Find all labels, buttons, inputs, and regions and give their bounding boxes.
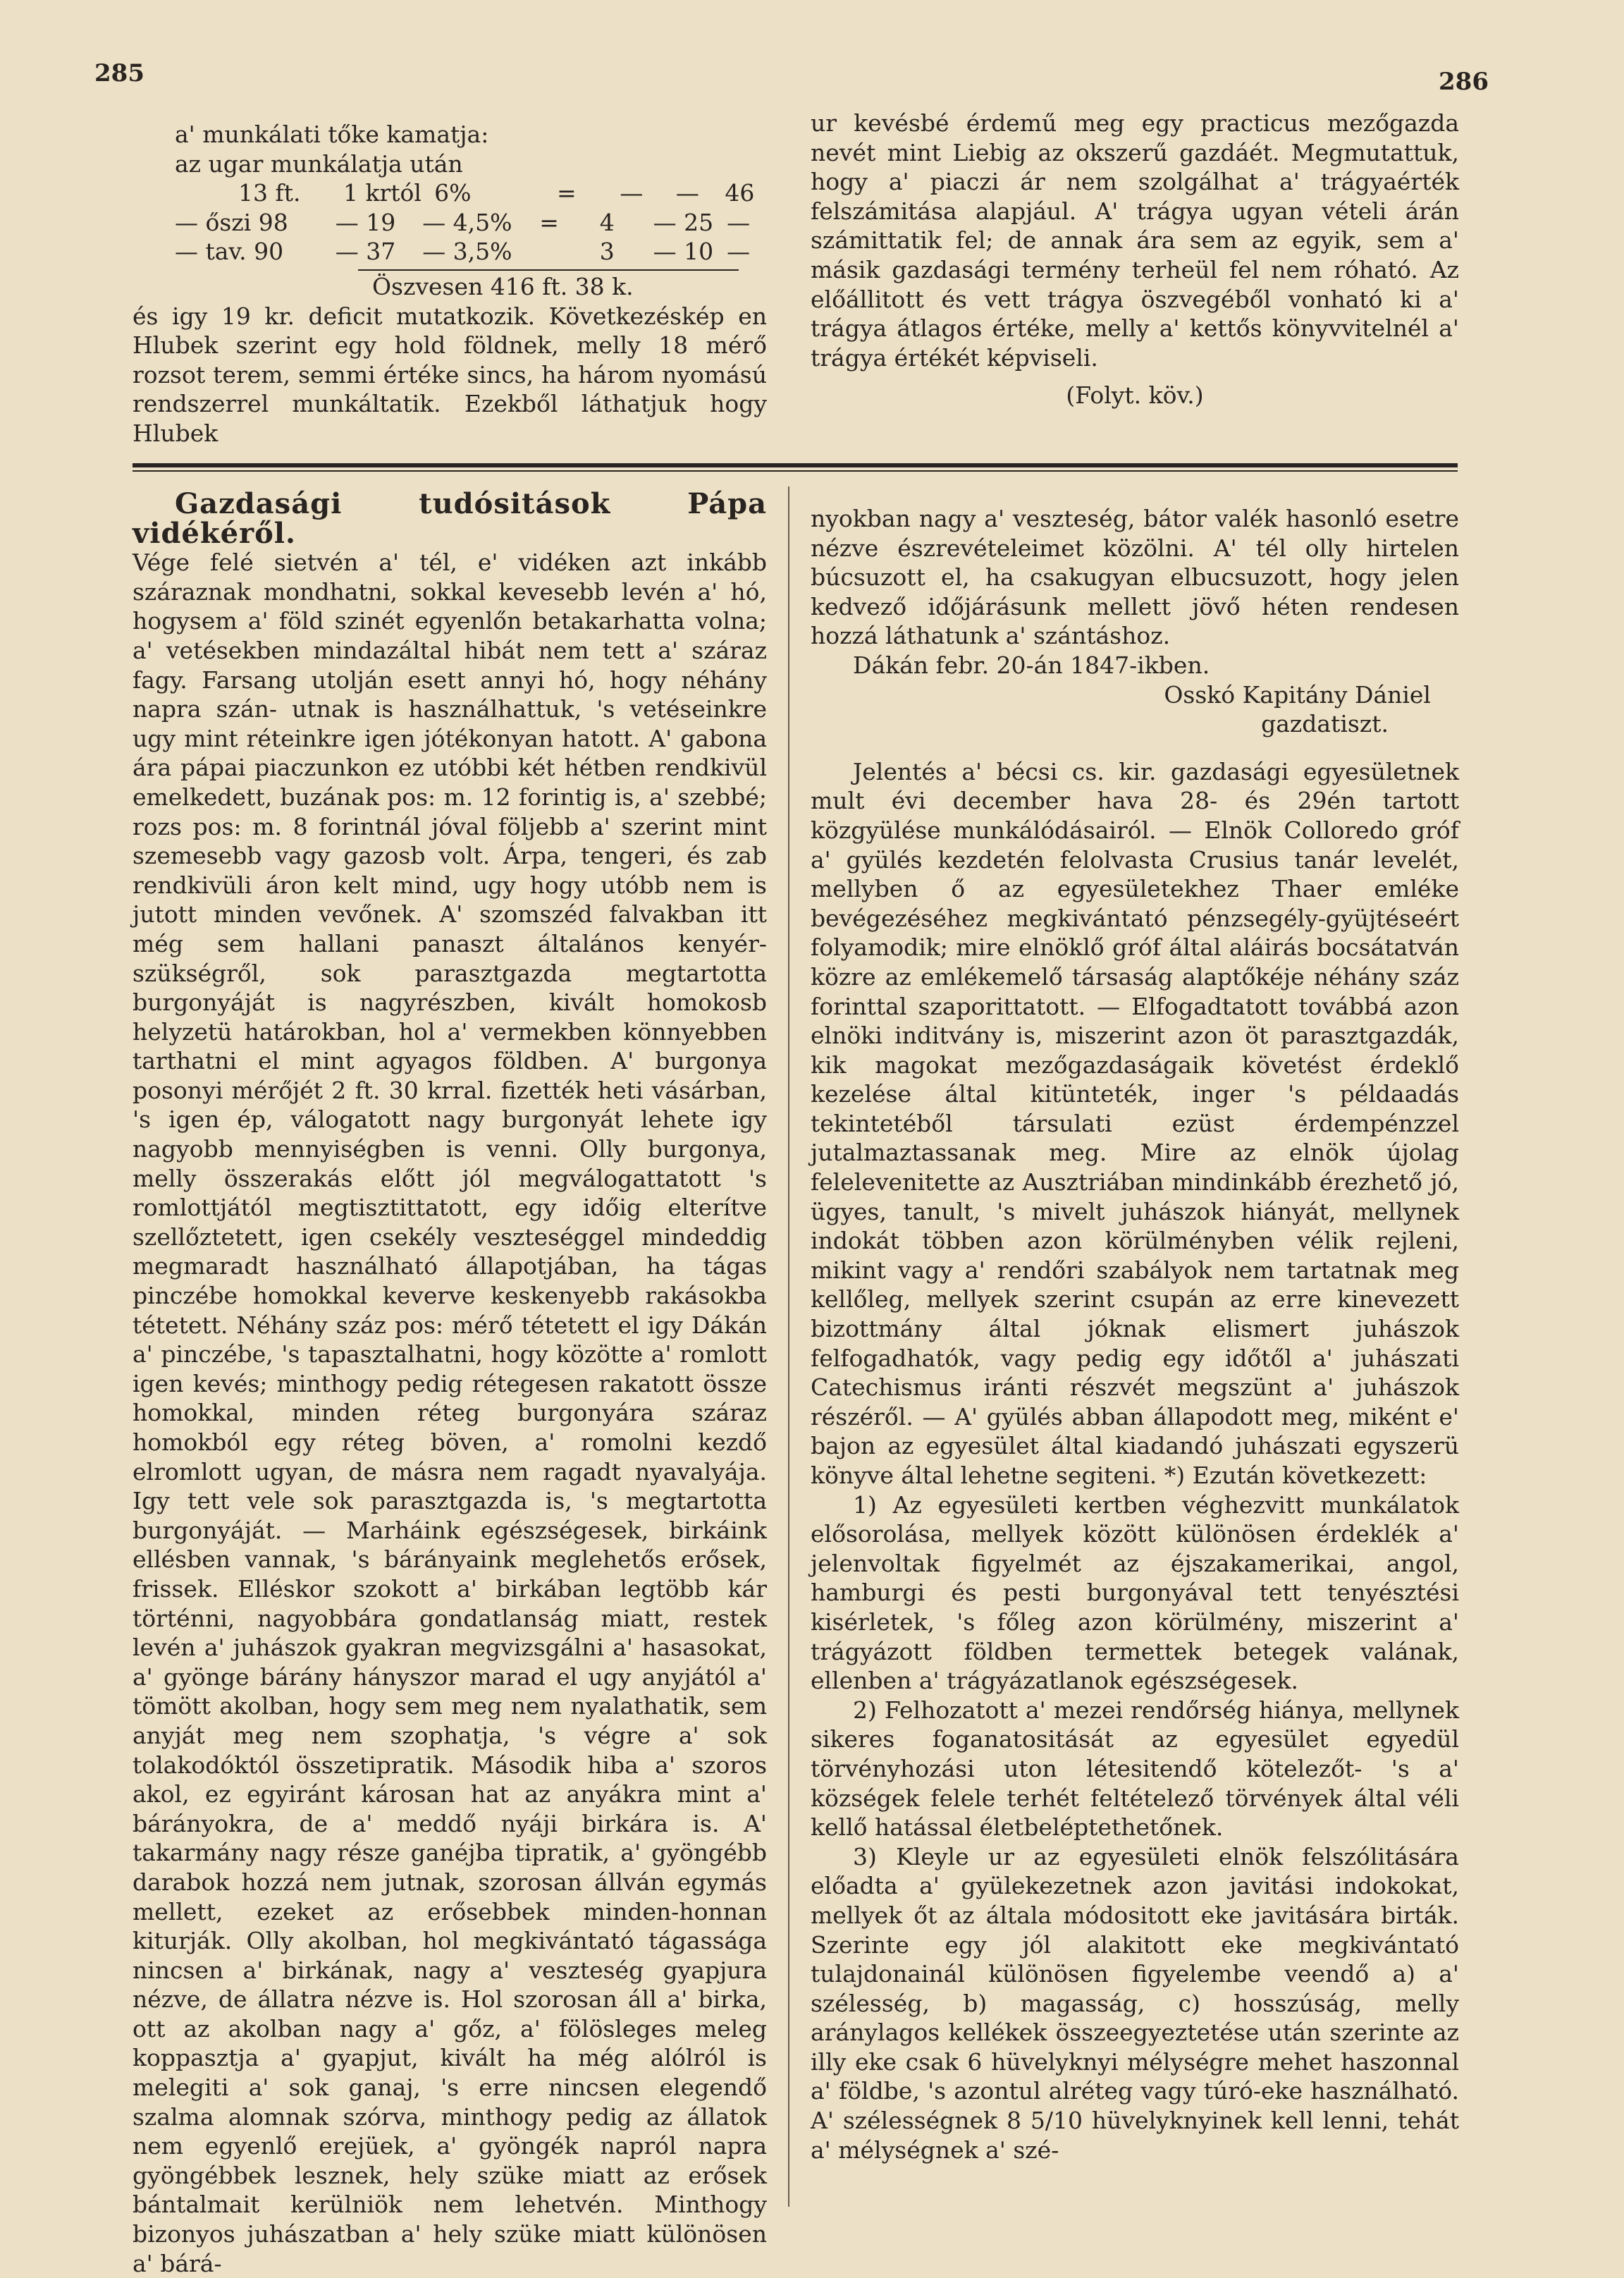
section-divider-thin [133,470,1458,472]
article-heading: Gazdasági tudósitások Pápa vidékéről. [133,487,767,550]
calc-cell: — tav. 90 [175,238,284,266]
calc-cell: — [727,238,751,266]
calc-cell: — 25 [653,208,714,236]
calc-cell: 13 ft. [238,179,301,207]
dateline: Dákán febr. 20-án 1847-ikben. [853,651,1210,679]
top-left-paragraph: és igy 19 kr. deficit mutatkozik. Következéskép en Hlubek szerint egy hold földnek, melly 18 mérő rozsot terem, semmi értéke sincs, ha három nyomású rendszerrel munkáltatik. Ezekből láthatjuk hogy Hlubek [133,302,767,447]
report-item-3: 3) Kleyle ur az egyesületi elnök felszólitására előadta a' gyülekezetnek azon javitási indokokat, mellyek őt az általa módositott eke javitására birták. Szerinte egy jól alakitott eke megkivántató tulajdonainál különösen figyelembe veendő a) a' szélesség, b) magasság, c) hosszúság, melly aránylagos kellékek összeegyeztetése után szerinte az illy eke csak 6 hüvelyknyi mélységre mehet haszonnal a' földbe, 's azontul alréteg vagy túró-eke használható. A' szélességnek 8 5/10 hüvelyknyinek kell lenni, tehát a' mélységnek a' szé- [811,1842,1459,2164]
calc-cell: — [727,208,751,236]
calc-cell: 3 [599,238,615,266]
left-article-text: Vége felé sietvén a' tél, e' vidéken azt inkább száraznak mondhatni, sokkal kevesebb levén a' hó, hogysem a' föld szinét egyenlőn betakarhatta volna; a' vetésekben mindazáltal hibát nem tett a' száraz fagy. Farsang utolján esett annyi hó, hogy néhány napra szán- utnak is használhattuk, 's vetéseinkre ugy mint réteinkre igen jótékonyan hatott. A' gabona ára pápai piaczunkon ez utóbbi két hétben rendkivül emelkedett, buzának pos: m. 12 forintig is, a' szebbé; rozs pos: m. 8 forintnál jóval följebb a' szerint mint szemesebb vagy gazosb volt. Árpa, tengeri, és zab rendkivüli áron kelt mind, ugy hogy utóbb nem is jutott minden vevőnek. A' szomszéd falvakban itt még sem hallani panaszt általános kenyér-szükségről, sok parasztgazda megtartotta burgonyáját is nagyrészben, kivált homokosb helyzetü határokban, hol a' vermekben könnyebben tarthatni el mint agyagos földben. A' burgonya posonyi mérőjét 2 ft. 30 krral. fizették heti vásárban, 's igen ép, válogatott nagy burgonyát lehete igy nagyobb mennyiségben is venni. Olly burgonya, melly összerakás előtt jól megválogattatott 's romlottjától megtisztittatott, egy időig elterítve szellőztetett, igen csekély veszteséggel mindeddig megmaradt használható állapotjában, ha tágas pinczébe homokkal keverve keskenyebb rakásokba tétetett. Néhány száz pos: mérő tétetett el igy Dákán a' pinczébe, 's tapasztalhatni, hogy közötte a' romlott igen kevés; minthogy pedig rétegesen rakatott össze homokkal, minden réteg burgonyára száraz homokból egy réteg böven, a' romolni kezdő elromlott ugyan, de másra nem ragadt nyavalyája. Igy tett vele sok parasztgazda is, 's megtartotta burgonyáját. — Marháink egészségesek, birkáink ellésben vannak, 's bárányaink meglehetős erősek, frissek. Elléskor szokott a' birkában legtöbb kár történni, nagyobbára gondatlanság miatt, restek levén a' juhászok gyakran megvizsgálni a' hasasokat, a' gyönge bárány hányszor marad el ugy anyjától a' tömött akolban, hogy sem meg nem nyalathatik, sem anyját meg nem szophatja, 's végre a' sok tolakodóktól összetipratik. Második hiba a' szoros akol, ez egyiránt károsan hat az anyákra mint a' bárányokra, de a' meddő nyáji birkára is. A' takarmány nagy része ganéjba tipratik, a' gyöngébb darabok hozzá nem jutnak, szorosan állván egymás mellett, ezeket az erősebbek minden-honnan kiturják. Olly akolban, hol megkivántató tágassága nincsen a' birkának, nagy a' veszteség gyapjura nézve, de állatra nézve is. Hol szorosan áll a' birka, ott az akolban nagy a' gőz, a' fölösleges meleg koppasztja a' gyapjut, kivált ha még alólról is melegiti a' sok ganaj, 's erre nincsen elegendő szalma alomnak szórva, minthogy pedig az állatok nem egyenlő erejüek, a' gyöngék napról napra gyöngébbek lesznek, hely szüke miatt az erősek bántalmait kerülniök nem lehetvén. Minthogy bizonyos juhászatban a' hely szüke miatt különösen a' bárá- [133,549,767,2277]
section-divider [133,463,1458,467]
calc-cell: — 3,5% [422,238,512,266]
calc-cell: — [675,179,699,207]
top-left-column [133,120,767,448]
right-article-column [811,504,1459,2164]
report-item-1: 1) Az egyesületi kertben véghezvitt munkálatok elősorolása, mellyek között különösen érdeklék a' jelenvoltak figyelmét az éjszakamerikai, angol, hamburgi és pesti burgonyával tett tenyésztési kisérletek, 's főleg azon körülmény, miszerint a' trágyázott földben termettek betegek valának, ellenben a' trágyázatlanok egészségesek. [811,1490,1459,1695]
calc-cell: — 4,5% [422,208,512,236]
top-right-column [811,109,1459,410]
left-article-column [133,489,767,2278]
calc-cell: 1 krtól [343,179,422,207]
calc-cell: 6% [434,179,472,207]
calc-line-2: az ugar munkálatja után [175,149,463,178]
calc-table-row [133,178,767,208]
sum-total: Öszvesen 416 ft. 38 k. [372,272,634,300]
right-para-1: nyokban nagy a' veszteség, bátor valék hasonló esetre nézve észrevételeimet közölni. A' tél olly hirtelen búcsuzott el, ha csakugyan elbucsuzott, hogy jelen kedvező időjárásunk mellett jövő héten rendesen hozzá láthatunk a' szántáshoz. [811,505,1459,650]
calc-cell: = [556,179,577,207]
calc-cell: = [539,208,559,236]
continued-note: (Folyt. köv.) [1066,381,1204,410]
report-item-2: 2) Felhozatott a' mezei rendőrség hiánya, mellynek sikeres foganatositását az egyesület egyedül törvényhozási uton létesitendő kötelezőt- 's a' községek felele terhét feltételező törvények által véli kellő hatással életbeléptethetőnek. [811,1696,1459,1842]
report-intro: Jelentés a' bécsi cs. kir. gazdasági egyesületnek mult évi december hava 28- és 29én tartott közgyülése munkálódásairól. — Elnök Colloredo gróf a' gyülés kezdetén felolvasta Crusius tanár levelét, mellyben ő az egyesületekhez Thaer emléke bevégezéséhez megkivántató pénzsegély-gyüjtéseért folyamodik; mire elnöklő gróf által aláirás bocsátatván közre az emlékemelő társaság alaptőkéje néhány száz forinttal szaporittatott. — Elfogadtatott továbbá azon elnöki inditvány is, miszerint azon öt parasztgazdák, kik magokat mezőgazdaságaik követést érdeklő kezelése által kitünteték, inger 's példaadás tekintetéből társulati ezüst érdempénzzel jutalmaztassanak meg. Mire az elnök újolag felelevenitette az Ausztriában mindinkább érezhető jó, ügyes, tanult, 's mivelt juhászok hiányát, mellynek indokát többen azon körülményben vélik rejleni, mikint vagy a' rendőri szabályok nem tartatnak meg kellőleg, mellyek szerint csupán az erre kinevezett bizottmány által jóknak elismert juhászok felfogadhatók, vagy pedig egy időtől a' juhászati Catechismus iránti részvét megszünt a' juhászok részéről. — A' gyülés abban állapodott meg, miként e' bajon az egyesület által kiadandó juhászati egyszerü könyve által lehetne segiteni. *) Ezután következett: [811,757,1459,1489]
signature-name: Osskó Kapitány Dániel [1164,680,1431,709]
page-number-left: 285 [94,59,144,87]
sum-rule [358,269,739,271]
column-divider [788,486,789,2207]
top-right-paragraph: ur kevésbé érdemű meg egy practicus mezőgazda nevét mint Liebig az okszerű gazdáét. Megmutattuk, hogy a' piaczi ár nem szolgálhat a' trágyaérték felszámitása alapjául. A' trágya ugyan vételi árán számittatik fel; de annak ára sem az egyik, sem a' másik gazdasági termény terheül fel nem róható. Az előállitott és vett trágya öszvegéből vonható ki a' trágya átlagos értéke, melly a' kettős könyvvitelnél a' trágya értékét képviseli. [811,109,1459,372]
calc-cell: 4 [599,208,615,236]
calc-cell: 46 [725,179,755,207]
calc-cell: — őszi 98 [175,208,288,236]
signature-title: gazdatiszt. [1261,710,1389,738]
calc-cell [539,237,599,267]
calc-cell: — [620,179,644,207]
calc-cell: — 19 [335,208,396,236]
page-number-right: 286 [1439,68,1489,96]
calc-table-row [133,208,767,238]
calc-table-row [133,237,767,267]
calc-line-1: a' munkálati tőke kamatja: [175,121,489,148]
calc-cell: — 10 [653,238,714,266]
calc-cell: — 37 [335,238,396,266]
